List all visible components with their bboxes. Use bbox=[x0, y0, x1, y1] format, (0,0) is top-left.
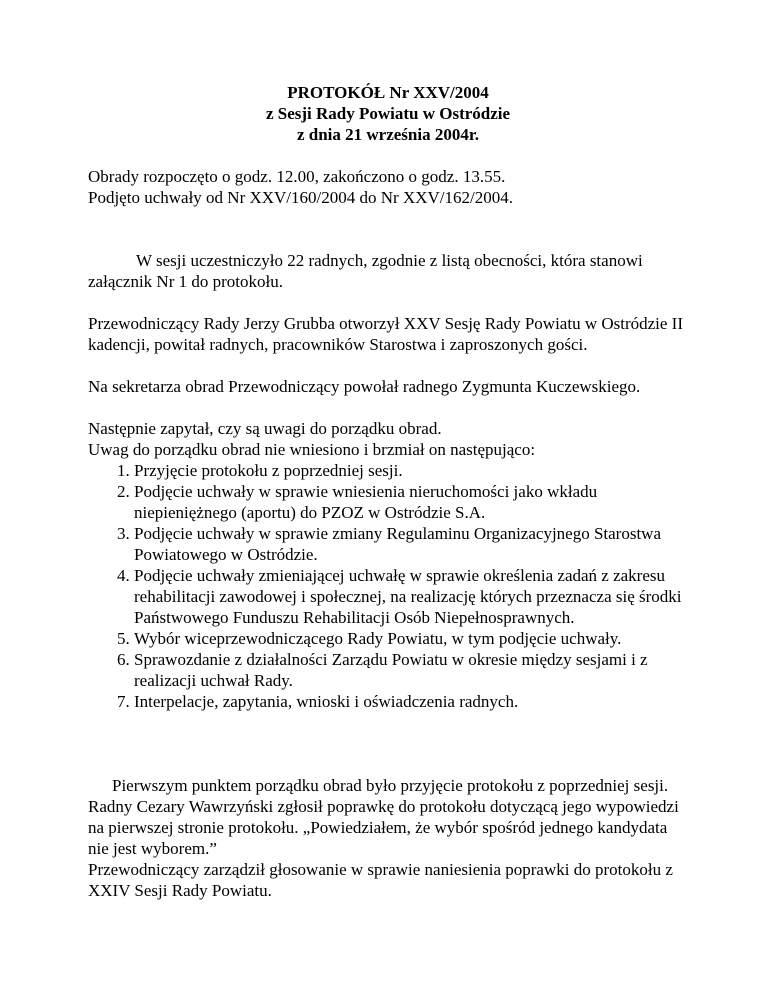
document-page bbox=[88, 82, 688, 901]
agenda-statement: Uwag do porządku obrad nie wniesiono i brzmiał on następująco: bbox=[88, 440, 536, 459]
correction-paragraph: Radny Cezary Wawrzyński zgłosił poprawkę do protokołu dotyczącą jego wypowiedzi na pierwszej stronie protokołu. „Powiedziałem, że wybór spośród jednego kandydata nie jest wyborem.” bbox=[88, 797, 679, 858]
session-date: z dnia 21 września 2004r. bbox=[296, 125, 480, 144]
agenda-list bbox=[88, 460, 688, 712]
agenda-item: 7. Interpelacje, zapytania, wnioski i oświadczenia radnych. bbox=[134, 691, 688, 712]
secretary-paragraph: Na sekretarza obrad Przewodniczący powołał radnego Zygmunta Kuczewskiego. bbox=[88, 377, 641, 396]
vote-paragraph: Przewodniczący zarządził głosowanie w sprawie naniesienia poprawki do protokołu z XXIV Sesji Rady Powiatu. bbox=[88, 860, 673, 900]
resolutions-range: Podjęto uchwały od Nr XXV/160/2004 do Nr XXV/162/2004. bbox=[88, 188, 513, 207]
agenda-item: 1. Przyjęcie protokołu z poprzedniej sesji. bbox=[134, 460, 688, 481]
session-times: Obrady rozpoczęto o godz. 12.00, zakończono o godz. 13.55. bbox=[88, 167, 506, 186]
agenda-item: 5. Wybór wiceprzewodniczącego Rady Powiatu, w tym podjęcie uchwały. bbox=[134, 628, 688, 649]
agenda-item: 6. Sprawozdanie z działalności Zarządu Powiatu w okresie między sesjami i z realizacji uchwał Rady. bbox=[134, 649, 688, 691]
document-heading bbox=[88, 82, 688, 145]
opening-paragraph: Przewodniczący Rady Jerzy Grubba otworzył XXV Sesję Rady Powiatu w Ostródzie II kadencji, powitał radnych, pracowników Starostwa i zaproszonych gości. bbox=[88, 314, 684, 354]
agenda-item: 4. Podjęcie uchwały zmieniającej uchwałę w sprawie określenia zadań z zakresu rehabilitacji zawodowej i społecznej, na realizację których przeznacza się środki Państwowego Funduszu Rehabilitacji Osób Niepełnosprawnych. bbox=[134, 565, 688, 628]
point1-paragraph: Pierwszym punktem porządku obrad było przyjęcie protokołu z poprzedniej sesji. bbox=[112, 776, 669, 795]
agenda-question: Następnie zapytał, czy są uwagi do porządku obrad. bbox=[88, 419, 442, 438]
session-title: z Sesji Rady Powiatu w Ostródzie bbox=[265, 104, 511, 123]
protocol-number: PROTOKÓŁ Nr XXV/2004 bbox=[287, 83, 489, 102]
agenda-item: 3. Podjęcie uchwały w sprawie zmiany Regulaminu Organizacyjnego Starostwa Powiatowego w Ostródzie. bbox=[134, 523, 688, 565]
attendance-paragraph: W sesji uczestniczyło 22 radnych, zgodnie z listą obecności, która stanowi załącznik Nr 1 do protokołu. bbox=[88, 251, 643, 291]
agenda-item: 2. Podjęcie uchwały w sprawie wniesienia nieruchomości jako wkładu niepieniężnego (aportu) do PZOZ w Ostródzie S.A. bbox=[134, 481, 688, 523]
